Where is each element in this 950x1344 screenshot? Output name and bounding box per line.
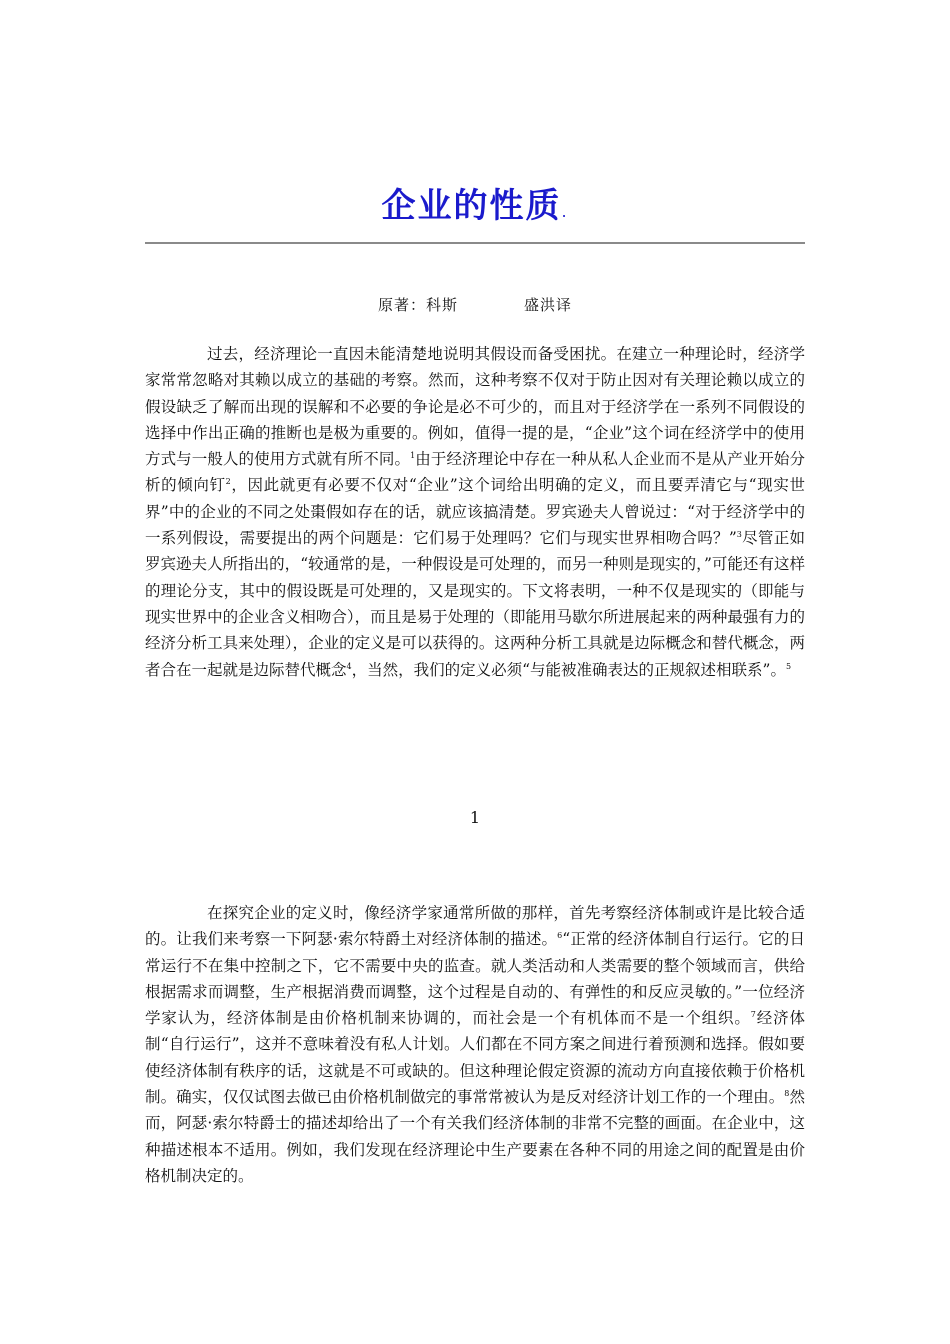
paragraph-1-text: 尽管正如罗宾逊夫人所指出的，“较通常的是，一种假设是可处理的，而另一种则是现实的，”可能还有这样的理论分支，其中的假设既是可处理的，又是现实的。下文将表明，一种不仅是现实的（即能与现实世界中的企业含义相吻合），而且是易于处理的（即能用马歇尔所进展起来的两种最强有力的经济分析工具来处理），企业的定义是可以获得的。这两种分析工具就是边际概念和替代概念，两者合在一起就是边际替代概念 xyxy=(145,529,805,679)
footnote-ref-4: 4 xyxy=(346,661,352,671)
byline-author: 原著：科斯 xyxy=(377,296,458,314)
paragraph-2 xyxy=(145,900,805,1189)
byline-translator: 盛洪译 xyxy=(524,296,573,314)
paragraph-2-text: 在探究企业的定义时，像经济学家通常所做的那样，首先考察经济体制或许是比较合适的。让我们来考察一下阿瑟·索尔特爵土对经济体制的描述。 xyxy=(145,904,805,949)
footnote-ref-2: 2 xyxy=(225,477,231,487)
byline xyxy=(0,294,950,315)
paragraph-2-text: “正常的经济体制自行运行。它的日常运行不在集中控制之下，它不需要中央的监查。就人类活动和人类需要的整个领域而言，供给根据需求而调整，生产根据消费而调整，这个过程是自动的、有弹性的和反应灵敏的。”一位经济学家认为，经济体制是由价格机制来协调的，而社会是一个有机体而不是一个组织。 xyxy=(145,930,805,1028)
footnote-ref-7: 7 xyxy=(750,1010,756,1020)
footnote-ref-8: 8 xyxy=(784,1088,790,1098)
paragraph-1-text: 过去，经济理论一直因未能清楚地说明其假设而备受困扰。在建立一种理论时，经济学家常常忽略对其赖以成立的基础的考察。然而，这种考察不仅对于防止因对有关理论赖以成立的假设缺乏了解而出现的误解和不必要的争论是必不可少的，而且对于经济学在一系列不同假设的选择中作出正确的推断也是极为重要的。例如，值得一提的是，“企业”这个词在经济学中的使用方式与一般人的使用方式就有所不同。 xyxy=(145,345,805,469)
paragraph-2-text: 然而，阿瑟·索尔特爵士的描述却给出了一个有关我们经济体制的非常不完整的画面。在企业中，这种描述根本不适用。例如，我们发现在经济理论中生产要素在各种不同的用途之间的配置是由价格机制决定的。 xyxy=(145,1088,805,1185)
footnote-ref-6: 6 xyxy=(557,931,563,941)
footnote-ref-5: 5 xyxy=(785,661,792,671)
document-title xyxy=(0,178,950,227)
document-title-text: 企业的性质 xyxy=(381,186,562,226)
paragraph-1 xyxy=(145,341,805,683)
footnote-ref-3: 3 xyxy=(736,529,742,539)
paragraph-1-text: 由于经济理论中存在一种从私人企业而不是从产业开始分析的倾向钉 xyxy=(145,450,805,495)
paragraph-1-text: ，当然，我们的定义必须“与能被准确表达的正规叙述相联系”。 xyxy=(351,660,786,679)
paragraph-2-text: 经济体制“自行运行”，这并不意味着没有私人计划。人们都在不同方案之间进行着预测和选择。假如要使经济体制有秩序的话，这就是不可或缺的。但这种理论假定资源的流动方向直接依赖于价格机制。确实，仅仅试图去做已由价格机制做完的事常常被认为是反对经济计划工作的一个理由。 xyxy=(145,1009,805,1107)
page-number: 1 xyxy=(469,808,481,827)
title-divider xyxy=(145,242,805,244)
document-title-dot: . xyxy=(561,202,569,221)
paragraph-1-text: ，因此就更有必要不仅对“企业”这个词给出明确的定义，而且要弄清它与“现实世界”中的企业的不同之处棗假如存在的话，就应该搞清楚。罗宾逊夫人曾说过：“对于经济学中的一系列假设，需要提出的两个问题是：它们易于处理吗？它们与现实世界相吻合吗？” xyxy=(145,476,805,548)
footnote-ref-1: 1 xyxy=(410,451,416,461)
